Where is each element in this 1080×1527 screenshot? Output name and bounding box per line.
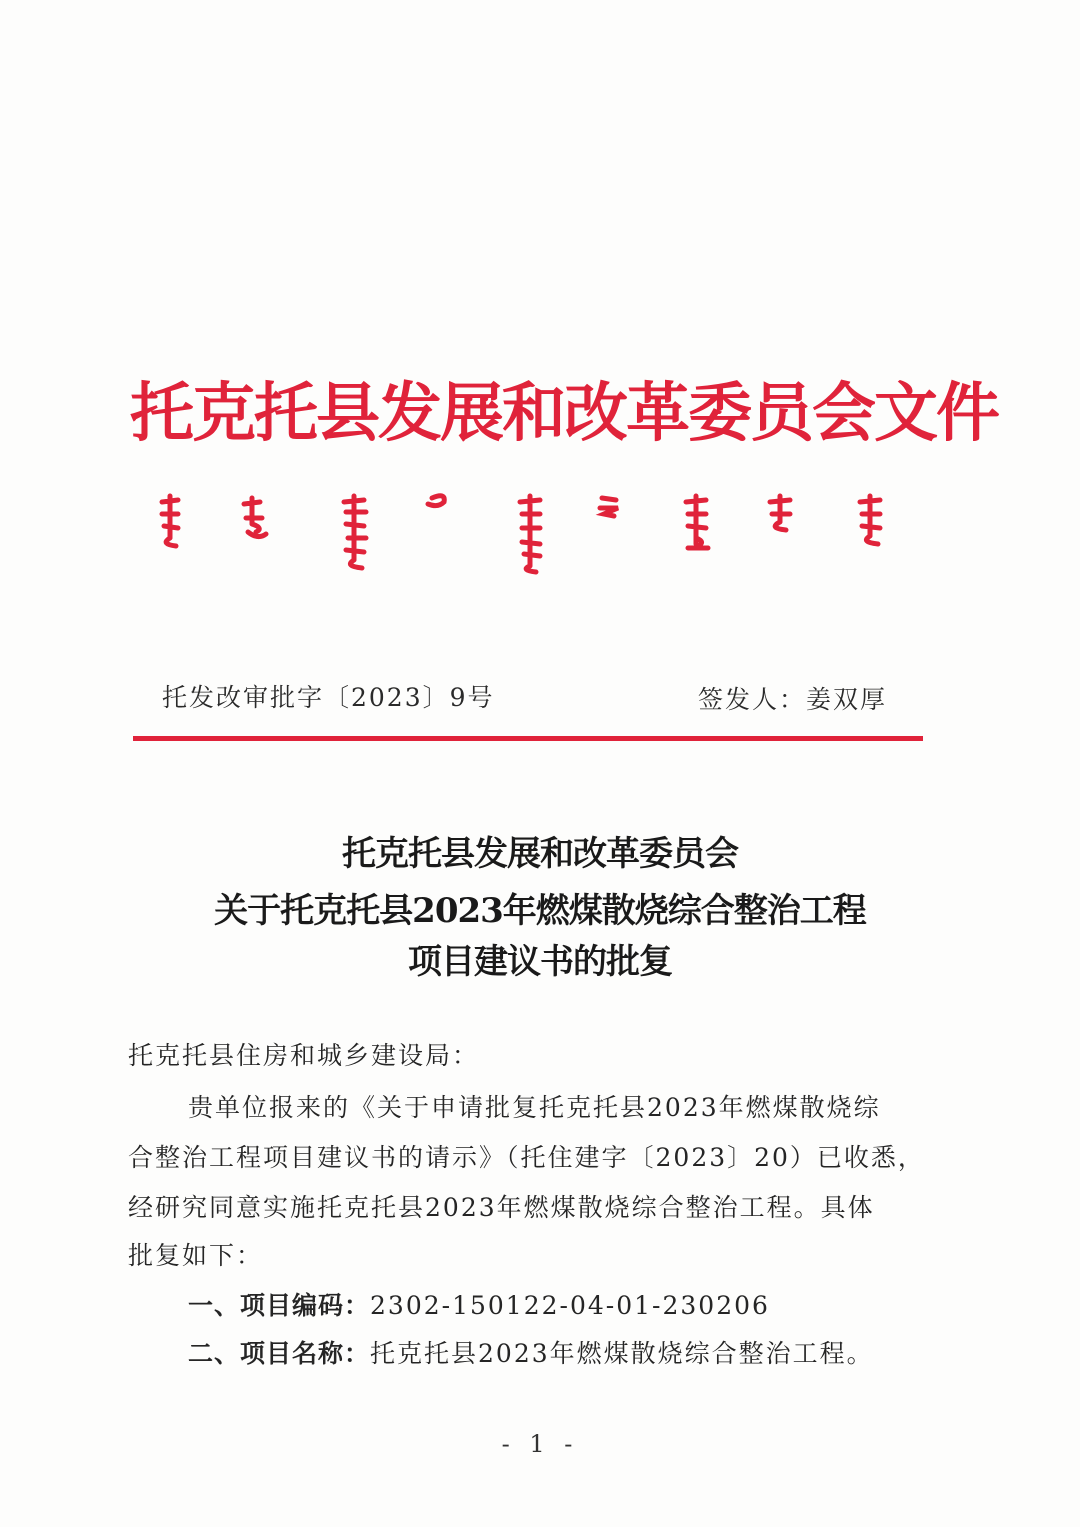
red-header-title: 托克托县发展和改革委员会文件 (130, 376, 998, 451)
issuer-name: 姜双厚 (806, 685, 888, 714)
body-line-1: 贵单位报来的《关于申请批复托克托县2023年燃煤散烧综 (188, 1093, 881, 1122)
doc-title-line-2: 关于托克托县2023年燃煤散烧综合整治工程 (214, 891, 866, 931)
red-divider-line (133, 736, 923, 741)
doc-title-line-1: 托克托县发展和改革委员会 (342, 834, 738, 874)
item-project-code-value: 2302-150122-04-01-230206 (370, 1291, 770, 1320)
body-line-4: 批复如下： (128, 1241, 264, 1270)
item-project-name-label: 二、项目名称： (188, 1339, 371, 1368)
body-line-2: 合整治工程项目建议书的请示》（托住建字〔2023〕20）已收悉， (128, 1143, 925, 1172)
mongolian-script-graphic (140, 488, 930, 588)
body-line-3: 经研究同意实施托克托县2023年燃煤散烧综合整治工程。具体 (128, 1193, 875, 1222)
issuer-label: 签发人： (698, 685, 807, 714)
doc-title-line-3: 项目建议书的批复 (408, 942, 672, 982)
item-project-name (188, 1334, 874, 1370)
page-number: - 1 - (501, 1430, 579, 1458)
recipient-line: 托克托县住房和城乡建设局： (128, 1041, 480, 1070)
document-number: 托发改审批字〔2023〕9号 (162, 683, 495, 712)
item-project-name-value: 托克托县2023年燃煤散烧综合整治工程。 (370, 1339, 874, 1368)
mongolian-script-svg (140, 488, 930, 588)
item-project-code-label: 一、项目编码： (188, 1291, 371, 1320)
issuer (698, 680, 887, 716)
item-project-code (188, 1286, 770, 1322)
